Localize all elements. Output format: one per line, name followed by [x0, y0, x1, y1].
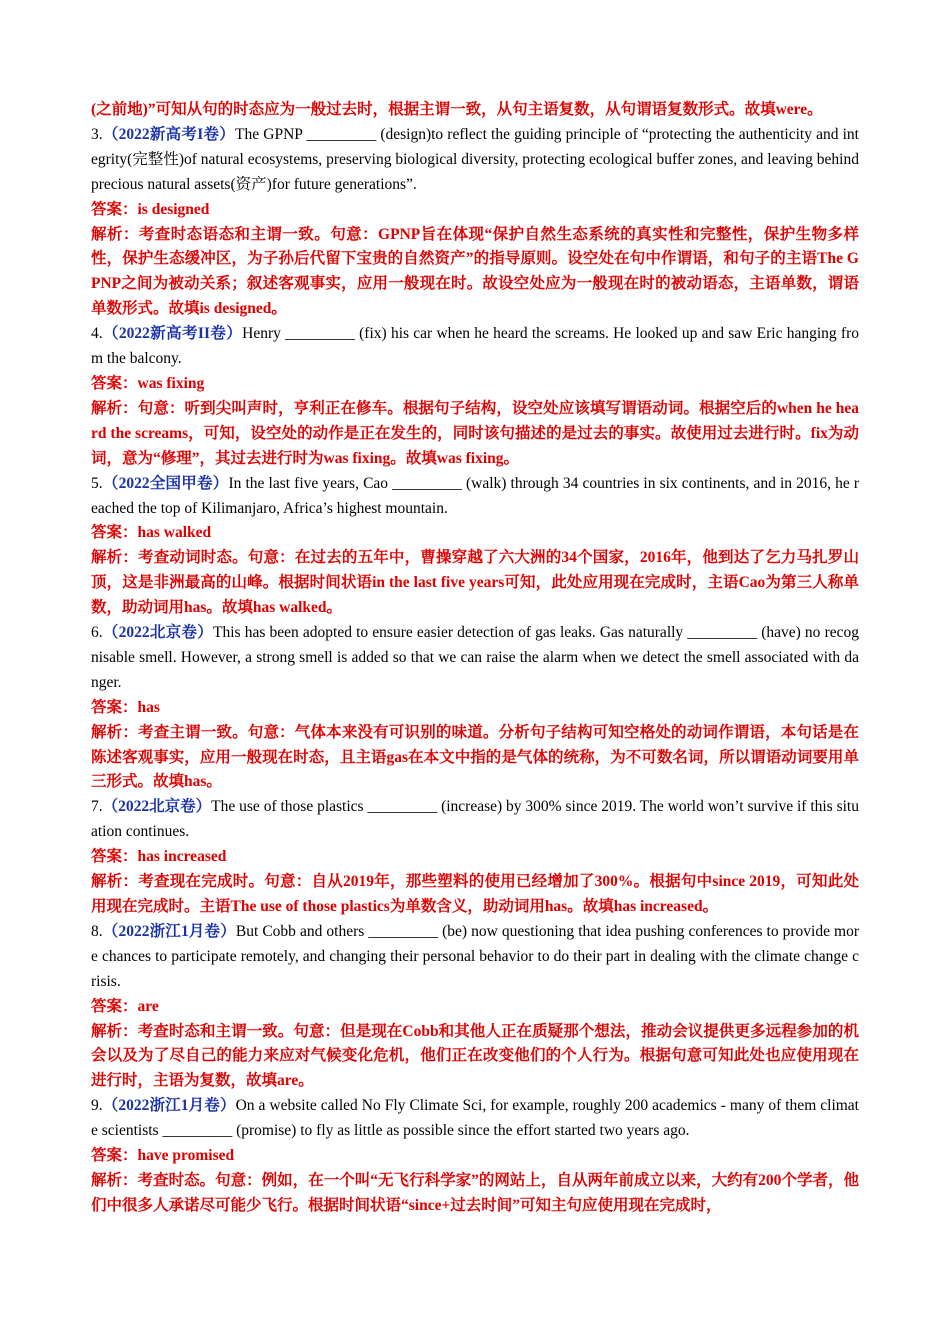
question-number: 3. — [91, 125, 103, 143]
question-text: In the last five years, Cao _________ (walk) through 34 countries in six continents, and in 2016, he reached the top of Kilimanjaro, Africa’s highest mountain. — [91, 474, 859, 517]
answer: 答案：has — [91, 698, 160, 716]
question-number: 9. — [91, 1097, 103, 1115]
question-text: Henry _________ (fix) his car when he heard the screams. He looked up and saw Eric hanging from the balcony. — [91, 325, 859, 368]
question-stem — [91, 123, 859, 198]
analysis: 解析：考查时态语态和主谓一致。句意：GPNP旨在体现“保护自然生态系统的真实性和完整性，保护生物多样性，保护生态缓冲区，为子孙后代留下宝贵的自然资产”的指导原则。设空处在句中作谓语，和句子的主语The GPNP之间为被动关系；叙述客观事实，应用一般现在时。故设空处应为一般现在时的被动语态，主语单数，谓语单数形式。故填is designed。 — [91, 225, 859, 318]
answer: 答案：are — [91, 997, 159, 1015]
question-number: 4. — [91, 325, 103, 343]
analysis: 解析：考查主谓一致。句意：气体本来没有可识别的味道。分析句子结构可知空格处的动词作谓语，本句话是在陈述客观事实，应用一般现在时态，且主语gas在本文中指的是气体的统称，为不可数名词，所以谓语动词要用单三形式。故填has。 — [91, 723, 859, 791]
question-block — [91, 472, 859, 621]
question-block — [91, 795, 859, 920]
question-stem — [91, 795, 859, 845]
answer: 答案：is designed — [91, 200, 210, 218]
question-block — [91, 1094, 859, 1219]
answer: 答案：has walked — [91, 524, 212, 542]
question-text: The GPNP _________ (design)to reflect the guiding principle of “protecting the authenticity and integrity(完整性)of natural ecosystems, preserving biological diversity, protecting ecological buffer zones, and leaving behind precious natural assets(资产)for future generations”. — [91, 125, 859, 193]
question-block — [91, 621, 859, 795]
question-text: This has been adopted to ensure easier detection of gas leaks. Gas naturally _________ (have) no recognisable smell. However, a strong smell is added so that we can raise the alarm when we detect the smell associated with danger. — [91, 624, 859, 691]
question-block — [91, 920, 859, 1094]
analysis: 解析：考查动词时态。句意：在过去的五年中，曹操穿越了六大洲的34个国家，2016年，他到达了乞力马扎罗山顶，这是非洲最高的山峰。根据时间状语in the last five years可知，此处应用现在完成时，主语Cao为第三人称单数，助动词用has。故填has walked。 — [91, 549, 859, 617]
answer: 答案：have promised — [91, 1147, 235, 1165]
question-stem — [91, 1094, 859, 1144]
question-source: （2022北京卷） — [102, 798, 212, 816]
question-stem — [91, 621, 859, 696]
answer: 答案：has increased — [91, 848, 227, 866]
question-text: The use of those plastics _________ (increase) by 300% since 2019. The world won’t survive if this situation continues. — [91, 798, 859, 841]
question-source: （2022新高考I卷） — [102, 125, 236, 143]
document-page — [91, 98, 859, 1219]
question-text: On a website called No Fly Climate Sci, for example, roughly 200 academics - many of them climate scientists _________ (promise) to fly as little as possible since the effort started two years ago. — [91, 1097, 859, 1140]
intro-analysis: (之前地)”可知从句的时态应为一般过去时，根据主谓一致，从句主语复数，从句谓语复数形式。故填were。 — [91, 101, 823, 118]
question-source: （2022新高考II卷） — [102, 325, 243, 343]
question-stem — [91, 920, 859, 995]
question-stem — [91, 472, 859, 522]
answer: 答案：was fixing — [91, 374, 205, 392]
question-stem — [91, 322, 859, 372]
question-source: （2022浙江1月卷） — [102, 922, 236, 940]
question-text: But Cobb and others _________ (be) now questioning that idea pushing conferences to provide more chances to participate remotely, and changing their personal behavior to do their part in dealing with the climate change crisis. — [91, 922, 859, 990]
analysis: 解析：句意：听到尖叫声时，亨利正在修车。根据句子结构，设空处应该填写谓语动词。根据空后的when he heard the screams，可知，设空处的动作是正在发生的，同时该句描述的是过去的事实。故使用过去进行时。fix为动词，意为“修理”，其过去进行时为was fixing。故填was fixing。 — [91, 399, 859, 467]
question-number: 8. — [91, 922, 103, 940]
question-source: （2022全国甲卷） — [102, 474, 229, 492]
analysis: 解析：考查时态和主谓一致。句意：但是现在Cobb和其他人正在质疑那个想法，推动会议提供更多远程参加的机会以及为了尽自己的能力来应对气候变化危机，他们正在改变他们的个人行为。根据句意可知此处也应使用现在进行时，主语为复数，故填are。 — [91, 1022, 859, 1090]
question-block — [91, 322, 859, 471]
analysis: 解析：考查时态。句意：例如，在一个叫“无飞行科学家”的网站上，自从两年前成立以来，大约有200个学者，他们中很多人承诺尽可能少飞行。根据时间状语“since+过去时间”可知主句应使用现在完成时， — [91, 1171, 859, 1214]
question-block — [91, 123, 859, 322]
question-number: 6. — [91, 624, 103, 642]
analysis: 解析：考查现在完成时。句意：自从2019年，那些塑料的使用已经增加了300%。根据句中since 2019，可知此处用现在完成时。主语The use of those plastics为单数含义，助动词用has。故填has increased。 — [91, 873, 859, 915]
question-source: （2022北京卷） — [102, 624, 213, 642]
question-list — [91, 123, 859, 1219]
question-number: 7. — [91, 798, 103, 816]
question-number: 5. — [91, 474, 103, 492]
question-source: （2022浙江1月卷） — [102, 1097, 236, 1115]
